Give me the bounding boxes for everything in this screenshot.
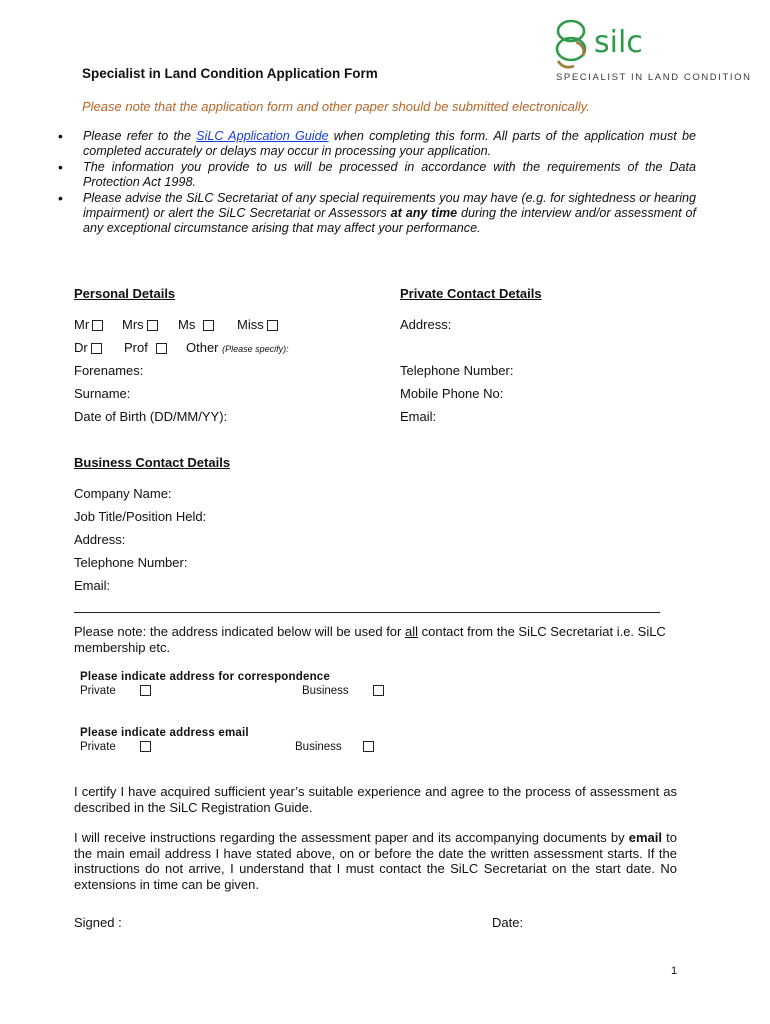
- business-address-label: Address:: [74, 532, 126, 547]
- email-private-checkbox[interactable]: [140, 741, 151, 752]
- private-address-label: Address:: [400, 317, 452, 332]
- instructions-statement: I will receive instructions regarding the assessment paper and its accompanying documents by email to the main email address I have stated above, on or before the date the written assessment starts. If the instructions do not arrive, I understand that I must contact the SiLC Secretariat on the start date. No extensions in time can be given.: [74, 830, 677, 892]
- title-prof: Prof: [124, 340, 167, 355]
- forenames-label: Forenames:: [74, 363, 144, 378]
- email-address-heading: Please indicate address email: [80, 727, 249, 739]
- dr-checkbox[interactable]: [91, 343, 102, 354]
- silc-logo-mark: [557, 21, 585, 67]
- private-telephone-label: Telephone Number:: [400, 363, 514, 378]
- personal-details-heading: Personal Details: [74, 286, 176, 301]
- mr-checkbox[interactable]: [92, 320, 103, 331]
- email-private: Private: [80, 741, 116, 753]
- silc-logo-word: silc: [594, 25, 643, 60]
- electronic-submission-note: Please note that the application form and other paper should be submitted electronically.: [82, 99, 590, 114]
- title-dr: Dr: [74, 340, 102, 355]
- dob-label: Date of Birth (DD/MM/YY):: [74, 409, 228, 424]
- address-usage-note: Please note: the address indicated below will be used for all contact from the SiLC Secretariat i.e. SiLC membership etc.: [74, 624, 666, 655]
- correspondence-private-checkbox[interactable]: [140, 685, 151, 696]
- company-name-label: Company Name:: [74, 486, 172, 501]
- page-number: 1: [671, 965, 678, 977]
- private-email-label: Email:: [400, 409, 437, 424]
- surname-label: Surname:: [74, 386, 131, 401]
- job-title-label: Job Title/Position Held:: [74, 509, 207, 524]
- correspondence-private: Private: [80, 685, 116, 697]
- title-miss: Miss: [237, 317, 278, 332]
- instructions-list: [58, 129, 696, 237]
- private-contact-heading: Private Contact Details: [400, 286, 542, 301]
- application-guide-link[interactable]: SiLC Application Guide: [196, 129, 329, 143]
- form-title: Specialist in Land Condition Application Form: [82, 66, 378, 81]
- business-telephone-label: Telephone Number:: [74, 555, 188, 570]
- business-contact-heading: Business Contact Details: [74, 455, 231, 470]
- section-divider: [74, 612, 660, 613]
- miss-checkbox[interactable]: [267, 320, 278, 331]
- correspondence-heading: Please indicate address for correspondence: [80, 671, 330, 683]
- other-hint: (Please specify):: [222, 344, 289, 354]
- title-ms: Ms: [178, 317, 214, 332]
- business-email-label: Email:: [74, 578, 111, 593]
- instruction-item: • Please refer to the SiLC Application Guide when completing this form. All parts of the application must be completed accurately or delays may occur in processing your application.: [58, 129, 696, 160]
- private-mobile-label: Mobile Phone No:: [400, 386, 504, 401]
- title-mr: Mr: [74, 317, 103, 332]
- mrs-checkbox[interactable]: [147, 320, 158, 331]
- correspondence-business-checkbox[interactable]: [373, 685, 384, 696]
- correspondence-business: Business: [302, 685, 349, 697]
- email-business: Business: [295, 741, 342, 753]
- instruction-item: • Please advise the SiLC Secretariat of any special requirements you may have (e.g. for sightedness or hearing impairment) or alert the SiLC Secretariat or Assessors at any time during the interview and/or assessment of any exceptional circumstance arising that may affect your performance.: [58, 191, 696, 237]
- logo-tagline: SPECIALIST IN LAND CONDITION: [556, 72, 752, 83]
- prof-checkbox[interactable]: [156, 343, 167, 354]
- signed-label: Signed :: [74, 915, 122, 930]
- email-business-checkbox[interactable]: [363, 741, 374, 752]
- ms-checkbox[interactable]: [203, 320, 214, 331]
- title-mrs: Mrs: [122, 317, 158, 332]
- instruction-item: • The information you provide to us will be processed in accordance with the requirements of the Data Protection Act 1998.: [58, 160, 696, 191]
- certification-statement: I certify I have acquired sufficient year’s suitable experience and agree to the process of assessment as described in the SiLC Registration Guide.: [74, 784, 677, 815]
- title-other: Other (Please specify):: [186, 340, 289, 355]
- date-label: Date:: [492, 915, 524, 930]
